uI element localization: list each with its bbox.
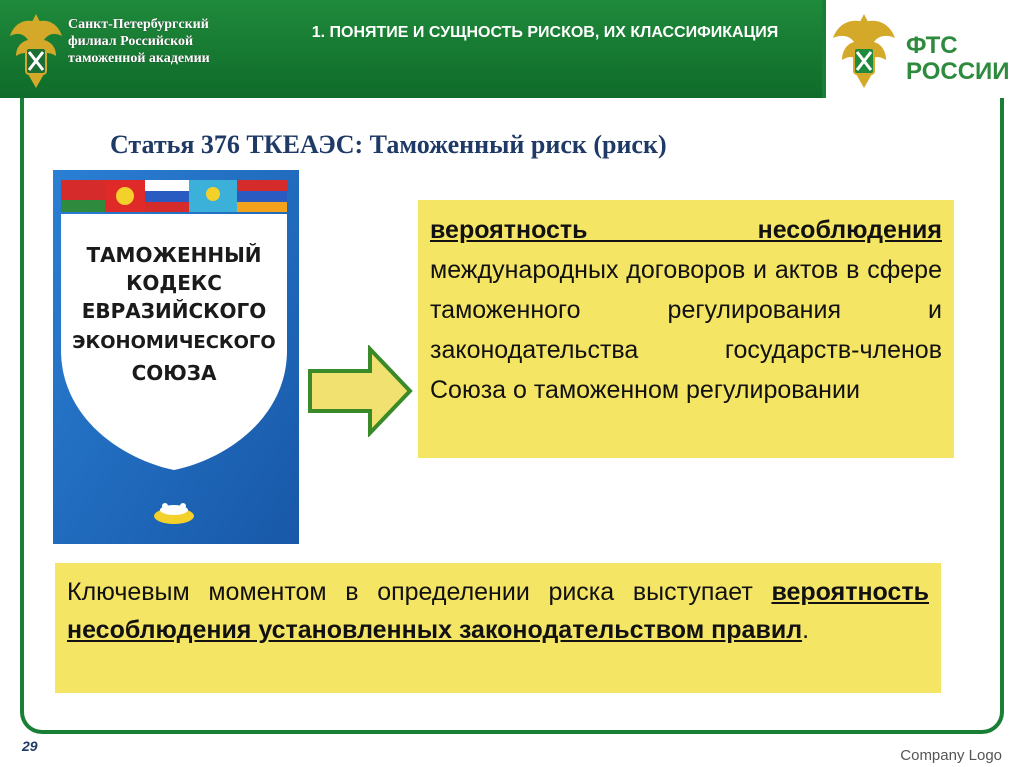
flags-strip bbox=[61, 180, 287, 212]
book-title-line5: СОЮЗА bbox=[131, 361, 217, 385]
fts-eagle-emblem-icon bbox=[830, 10, 898, 92]
right-arrow-icon bbox=[306, 345, 414, 437]
page-number: 29 bbox=[22, 738, 38, 754]
fts-logo-line2: РОССИИ bbox=[906, 58, 1010, 85]
company-logo-text: Company Logo bbox=[900, 747, 1002, 764]
key-point-box bbox=[55, 563, 941, 693]
key-point-emphasis: вероятность несоблюдения установленных законодательством правил bbox=[67, 578, 929, 644]
book-title-line4: ЭКОНОМИЧЕСКОГО bbox=[72, 332, 276, 353]
book-title-line1: ТАМОЖЕННЫЙ bbox=[86, 243, 262, 267]
article-heading: Статья 376 ТКЕАЭС: Таможенный риск (риск) bbox=[110, 130, 667, 159]
slide-title: 1. ПОНЯТИЕ И СУЩНОСТЬ РИСКОВ, ИХ КЛАССИФИКАЦИЯ bbox=[311, 24, 779, 41]
key-point-lead: Ключевым моментом в определении риска выступает bbox=[67, 578, 772, 606]
key-point-trail: . bbox=[802, 616, 810, 644]
academy-name: Санкт-Петербургский филиал Российской таможенной академии bbox=[68, 17, 210, 66]
slide-header bbox=[0, 0, 1024, 100]
fts-logo-text bbox=[906, 33, 1010, 85]
book-title-line2: КОДЕКС bbox=[126, 271, 222, 295]
book-title-line3: ЕВРАЗИЙСКОГО bbox=[81, 299, 267, 323]
customs-emblem-icon bbox=[6, 8, 66, 94]
definition-text: международных договоров и актов в сфере таможенного регулирования и законодательства государств-членов Союза о таможенном регулировании bbox=[430, 256, 942, 404]
definition-emphasis: вероятность несоблюдения bbox=[430, 216, 942, 244]
customs-code-book-cover bbox=[53, 170, 299, 544]
fts-logo-line1: ФТС bbox=[906, 32, 958, 59]
definition-box bbox=[418, 200, 954, 458]
